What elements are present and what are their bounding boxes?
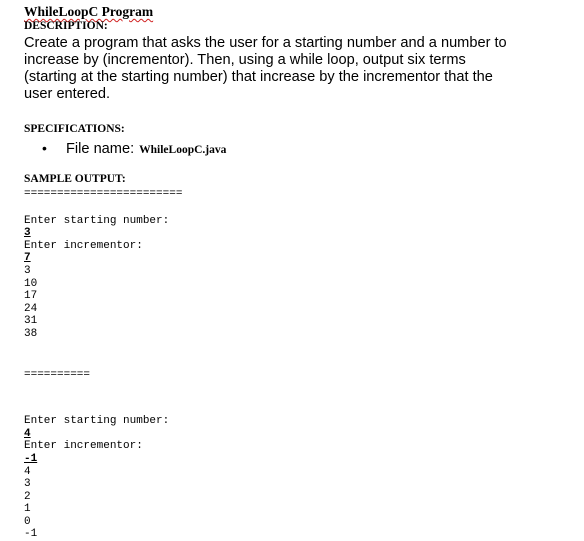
output-term: 17 [24, 290, 38, 303]
prompt-starting-number: Enter starting number: [24, 214, 170, 227]
description-line: (starting at the starting number) that increase by the incrementor that the [24, 69, 493, 85]
specifications-heading: SPECIFICATIONS: [24, 123, 125, 135]
output-term: 4 [24, 465, 31, 478]
output-term: 3 [24, 264, 31, 277]
user-input-incrementor: 7 [24, 252, 31, 265]
prompt-starting-number: Enter starting number: [24, 415, 170, 428]
description-heading: DESCRIPTION: [24, 20, 108, 32]
file-name-item [42, 140, 572, 158]
output-term: 3 [24, 478, 31, 491]
output-term: 2 [24, 490, 31, 503]
user-input-start: 4 [24, 427, 31, 440]
sample-run-2 [24, 415, 572, 541]
file-name-value: WhileLoopC.java [139, 144, 227, 156]
user-input-start: 3 [24, 227, 31, 240]
output-term: 31 [24, 315, 38, 328]
bullet-icon: • [42, 140, 47, 156]
prompt-incrementor: Enter incrementor: [24, 239, 143, 252]
output-term: 24 [24, 302, 38, 315]
description-line: user entered. [24, 86, 110, 102]
sample-output-heading: SAMPLE OUTPUT: [24, 173, 126, 185]
output-term: 1 [24, 503, 31, 516]
document-title: WhileLoopC Program [24, 4, 154, 19]
file-name-label: File name: [66, 141, 135, 157]
run-separator: ========== [24, 368, 91, 381]
description-line: increase by (incrementor). Then, using a while loop, output six terms [24, 52, 466, 68]
output-term: -1 [24, 528, 38, 541]
output-term: 38 [24, 327, 38, 340]
description-line: Create a program that asks the user for a starting number and a number to [24, 35, 507, 51]
output-term: 10 [24, 277, 38, 290]
prompt-incrementor: Enter incrementor: [24, 440, 143, 453]
output-term: 0 [24, 515, 31, 528]
heading-separator: ======================== [24, 188, 183, 200]
document-page [24, 4, 572, 541]
sample-run-1 [24, 215, 572, 341]
description-text [24, 35, 572, 103]
user-input-incrementor: -1 [24, 452, 38, 465]
